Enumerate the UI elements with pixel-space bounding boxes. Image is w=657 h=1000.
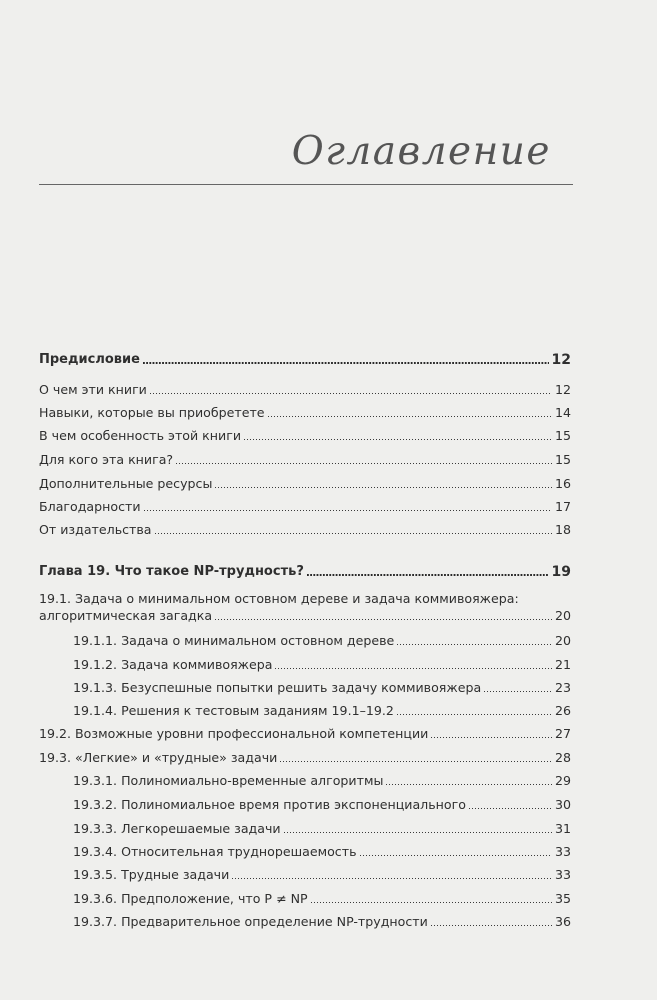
toc-entry[interactable] bbox=[0, 519, 657, 541]
toc-entry-label: 19.1.2. Задача коммивояжера bbox=[73, 657, 273, 672]
toc-entry-preface[interactable] bbox=[0, 349, 657, 371]
toc-entry[interactable] bbox=[0, 473, 657, 495]
toc-entry[interactable] bbox=[0, 841, 657, 863]
toc-entry-page: 12 bbox=[551, 352, 571, 368]
toc-entry-label: 19.2. Возможные уровни профессиональной компетенции bbox=[39, 726, 429, 741]
toc-entry-label: Дополнительные ресурсы bbox=[39, 476, 213, 491]
toc-entry-page: 15 bbox=[554, 428, 571, 443]
dot-leader bbox=[360, 855, 552, 856]
dot-leader bbox=[431, 925, 552, 926]
toc-entry-page: 27 bbox=[554, 726, 571, 741]
dot-leader bbox=[215, 487, 552, 488]
toc-entry-label: 19.3.2. Полиномиальное время против экспоненциального bbox=[73, 797, 466, 812]
toc-entry-page: 20 bbox=[554, 608, 571, 623]
toc-entry[interactable] bbox=[0, 700, 657, 722]
dot-leader bbox=[469, 808, 552, 809]
dot-leader bbox=[386, 784, 552, 785]
toc-entry[interactable] bbox=[0, 864, 657, 886]
toc-entry-page: 33 bbox=[554, 867, 571, 882]
toc-entry-label: Глава 19. Что такое NP-трудность? bbox=[39, 564, 304, 579]
toc-entry[interactable] bbox=[0, 770, 657, 792]
dot-leader bbox=[268, 416, 552, 417]
dot-leader bbox=[176, 463, 552, 464]
toc-entry-label: 19.1.3. Безуспешные попытки решить задачу коммивояжера bbox=[73, 680, 482, 695]
dot-leader bbox=[484, 691, 552, 692]
dot-leader bbox=[215, 619, 552, 620]
toc-entry[interactable] bbox=[0, 677, 657, 699]
toc-entry-page: 15 bbox=[554, 452, 571, 467]
toc-entry-page: 31 bbox=[554, 821, 571, 836]
toc-entry[interactable] bbox=[0, 654, 657, 676]
dot-leader bbox=[397, 644, 552, 645]
dot-leader bbox=[280, 761, 552, 762]
toc-entry-page: 26 bbox=[554, 703, 571, 718]
toc-entry-page: 33 bbox=[554, 844, 571, 859]
toc-entry-page: 35 bbox=[554, 891, 571, 906]
toc-entry-label: 19.3.1. Полиномиально-временные алгоритмы bbox=[73, 773, 384, 788]
toc-entry-page: 20 bbox=[554, 633, 571, 648]
toc-entry[interactable] bbox=[0, 379, 657, 401]
toc-entry-page: 16 bbox=[554, 476, 571, 491]
toc-entry-label: Для кого эта книга? bbox=[39, 452, 174, 467]
toc-entry[interactable] bbox=[0, 911, 657, 933]
toc-entry-label: 19.3. «Легкие» и «трудные» задачи bbox=[39, 750, 278, 765]
toc-entry[interactable] bbox=[0, 402, 657, 424]
dot-leader bbox=[150, 393, 552, 394]
dot-leader bbox=[155, 533, 552, 534]
toc-entry-page: 29 bbox=[554, 773, 571, 788]
toc-entry[interactable] bbox=[0, 605, 657, 627]
dot-leader bbox=[244, 439, 552, 440]
dot-leader bbox=[232, 878, 552, 879]
dot-leader bbox=[143, 362, 549, 364]
toc-entry[interactable] bbox=[0, 747, 657, 769]
dot-leader bbox=[311, 902, 552, 903]
toc-entry[interactable] bbox=[0, 425, 657, 447]
toc-entry-label: Предисловие bbox=[39, 352, 140, 367]
toc-entry-page: 21 bbox=[554, 657, 571, 672]
toc-entry-page: 19 bbox=[551, 564, 571, 580]
toc-entry-label: Навыки, которые вы приобретете bbox=[39, 405, 265, 420]
toc-entry-label: От издательства bbox=[39, 522, 152, 537]
toc-entry-page: 23 bbox=[554, 680, 571, 695]
toc-entry[interactable] bbox=[0, 888, 657, 910]
page-title: Оглавление bbox=[291, 129, 551, 174]
dot-leader bbox=[275, 668, 552, 669]
toc-entry[interactable] bbox=[0, 818, 657, 840]
toc-entry-page: 14 bbox=[554, 405, 571, 420]
toc-entry-label: 19.3.5. Трудные задачи bbox=[73, 867, 230, 882]
toc-entry-label: 19.3.4. Относительная труднорешаемость bbox=[73, 844, 357, 859]
toc-entry-page: 30 bbox=[554, 797, 571, 812]
toc-entry-label: В чем особенность этой книги bbox=[39, 428, 242, 443]
dot-leader bbox=[284, 832, 552, 833]
dot-leader bbox=[397, 714, 552, 715]
toc-entry[interactable] bbox=[0, 630, 657, 652]
toc-entry-page: 18 bbox=[554, 522, 571, 537]
toc-entry-label-line1: 19.1. Задача о минимальном остовном дереве и задача коммивояжера: bbox=[39, 591, 519, 606]
toc-entry-label: О чем эти книги bbox=[39, 382, 147, 397]
toc-entry[interactable] bbox=[0, 449, 657, 471]
toc-entry-page: 17 bbox=[554, 499, 571, 514]
dot-leader bbox=[144, 510, 552, 511]
toc-entry-label: Благодарности bbox=[39, 499, 141, 514]
dot-leader bbox=[307, 574, 549, 576]
toc-entry-label: 19.3.6. Предположение, что P ≠ NP bbox=[73, 891, 308, 906]
toc-entry[interactable] bbox=[0, 496, 657, 518]
toc-entry-label: 19.1.4. Решения к тестовым заданиям 19.1–19.2 bbox=[73, 703, 394, 718]
toc-entry-page: 36 bbox=[554, 914, 571, 929]
toc-entry-chapter[interactable] bbox=[0, 561, 657, 583]
toc-entry[interactable] bbox=[0, 723, 657, 745]
toc-entry-label: алгоритмическая загадка bbox=[39, 608, 213, 623]
toc-entry-page: 28 bbox=[554, 750, 571, 765]
toc-entry[interactable] bbox=[0, 794, 657, 816]
toc-entry-label: 19.3.7. Предварительное определение NP-трудности bbox=[73, 914, 428, 929]
toc-entry-label: 19.1.1. Задача о минимальном остовном дереве bbox=[73, 633, 395, 648]
toc-entry-label: 19.3.3. Легкорешаемые задачи bbox=[73, 821, 281, 836]
toc-entry-page: 12 bbox=[554, 382, 571, 397]
dot-leader bbox=[431, 737, 552, 738]
